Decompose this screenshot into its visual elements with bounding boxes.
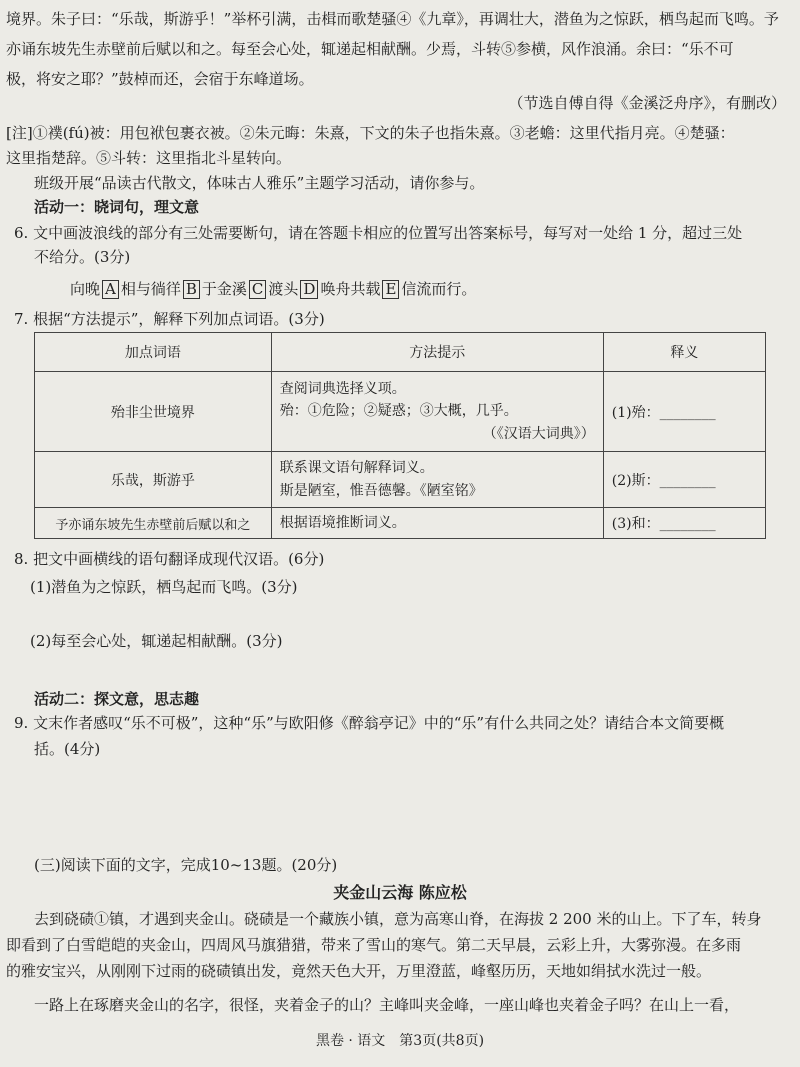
passage-line: 境界。朱子曰：“乐哉，斯游乎！”举杯引满，击楫而歌楚骚④《九章》，再调壮大，潜鱼为之惊跃，栖鸟起而飞鸣。予: [6, 10, 779, 28]
passage-line: 亦诵东坡先生赤壁前后赋以和之。每至会心处，辄递起相献酬。少焉，斗转⑤参横，风作浪涌。余曰：“乐不可: [6, 40, 734, 58]
break-label-e: E: [382, 280, 399, 299]
table-row: [35, 452, 766, 508]
article-line: 的雅安宝兴，从刚刚下过雨的硗碛镇出发，竟然天色大开，万里澄蓝，峰壑历历，天地如绢拭水洗过一般。: [6, 962, 712, 980]
page-footer: 黑卷 · 语文 第3页(共8页): [315, 1033, 485, 1049]
q6-segment: 相与徜徉: [120, 280, 181, 298]
table-header-row: [35, 333, 766, 372]
answer-blank-1[interactable]: (1)殆：________: [603, 372, 765, 452]
q6-segment: 向晚: [70, 280, 101, 298]
activity2-title: 活动二：探文意，思志趣: [34, 690, 200, 708]
method-line: 殆：①危险；②疑惑；③大概，几乎。: [279, 403, 518, 420]
article-title: 夹金山云海 陈应松: [333, 883, 467, 902]
q6-segment: 于金溪: [201, 280, 247, 298]
activity1-title: 活动一：晓词句，理文意: [34, 198, 200, 216]
break-label-c: C: [249, 280, 266, 299]
q9-stem-cont: 括。(4分): [34, 740, 101, 758]
article-line: 去到硗碛①镇，才遇到夹金山。硗碛是一个藏族小镇，意为高寒山脊，在海拔 2 200 米的山上。下了车，转身: [34, 910, 762, 928]
method-cell: [271, 508, 603, 539]
q7-table: [34, 332, 766, 539]
q8-sub1: (1)潜鱼为之惊跃，栖鸟起而飞鸣。(3分): [30, 578, 298, 596]
q9-stem: 9. 文末作者感叹“乐不可极”，这种“乐”与欧阳修《醉翁亭记》中的“乐”有什么共同之处？请结合本文简要概: [14, 714, 725, 732]
method-line: 查阅词典选择义项。: [279, 380, 406, 397]
q6-segment: 唤舟共载: [320, 280, 381, 298]
break-label-b: B: [183, 280, 200, 299]
method-cell: [271, 452, 603, 508]
q6-sentence: [70, 278, 476, 299]
passage-source: （节选自傅自得《金溪泛舟序》，有删改）: [508, 94, 786, 112]
word-cell: 乐哉，斯游乎: [35, 452, 272, 508]
q7-stem: 7. 根据“方法提示”，解释下列加点词语。(3分): [14, 310, 325, 328]
word-cell: 殆非尘世境界: [35, 372, 272, 452]
q6-stem-cont: 不给分。(3分): [34, 248, 131, 266]
method-cell: [271, 372, 603, 452]
passage-line: 极，将安之耶？”鼓棹而还，会宿于东峰道场。: [6, 70, 314, 88]
q6-segment: 信流而行。: [401, 280, 477, 298]
section3-heading: (三)阅读下面的文字，完成10~13题。(20分): [34, 856, 338, 874]
header-word: 加点词语: [35, 333, 272, 372]
q6-segment: 渡头: [268, 280, 299, 298]
method-line: 联系课文语句解释词义。: [279, 460, 434, 477]
break-label-a: A: [102, 280, 119, 299]
word-cell: 予亦诵东坡先生赤壁前后赋以和之: [35, 508, 272, 539]
q6-stem: 6. 文中画波浪线的部分有三处需要断句，请在答题卡相应的位置写出答案标号，每写对一处给 1 分，超过三处: [14, 224, 743, 242]
q8-stem: 8. 把文中画横线的语句翻译成现代汉语。(6分): [14, 550, 325, 568]
article-line: 即看到了白雪皑皑的夹金山，四周风马旗猎猎，带来了雪山的寒气。第二天早晨，云彩上升，大雾弥漫。在多雨: [6, 936, 742, 954]
break-label-d: D: [300, 280, 318, 299]
method-source: （《汉语大词典》）: [482, 425, 595, 442]
activity-intro: 班级开展“品读古代散文，体味古人雅乐”主题学习活动，请你参与。: [34, 174, 485, 192]
note-line: 这里指楚辞。⑤斗转：这里指北斗星转向。: [6, 149, 292, 167]
answer-blank-2[interactable]: (2)斯：________: [603, 452, 765, 508]
article-line: 一路上在琢磨夹金山的名字，很怪，夹着金子的山？主峰叫夹金峰，一座山峰也夹着金子吗？在山上一看，: [34, 996, 740, 1014]
table-row: [35, 508, 766, 539]
q8-sub2: (2)每至会心处，辄递起相献酬。(3分): [30, 632, 283, 650]
method-line: 根据语境推断词义。: [279, 515, 406, 531]
method-line: 斯是陋室，惟吾德馨。《陋室铭》: [279, 482, 483, 499]
note-line: [注]①襆(fú)被：用包袱包裹衣被。②朱元晦：朱熹，下文的朱子也指朱熹。③老蟾：这里代指月亮。④楚骚：: [6, 124, 735, 142]
header-method: 方法提示: [271, 333, 603, 372]
answer-blank-3[interactable]: (3)和：________: [603, 508, 765, 539]
header-meaning: 释义: [603, 333, 765, 372]
table-row: [35, 372, 766, 452]
